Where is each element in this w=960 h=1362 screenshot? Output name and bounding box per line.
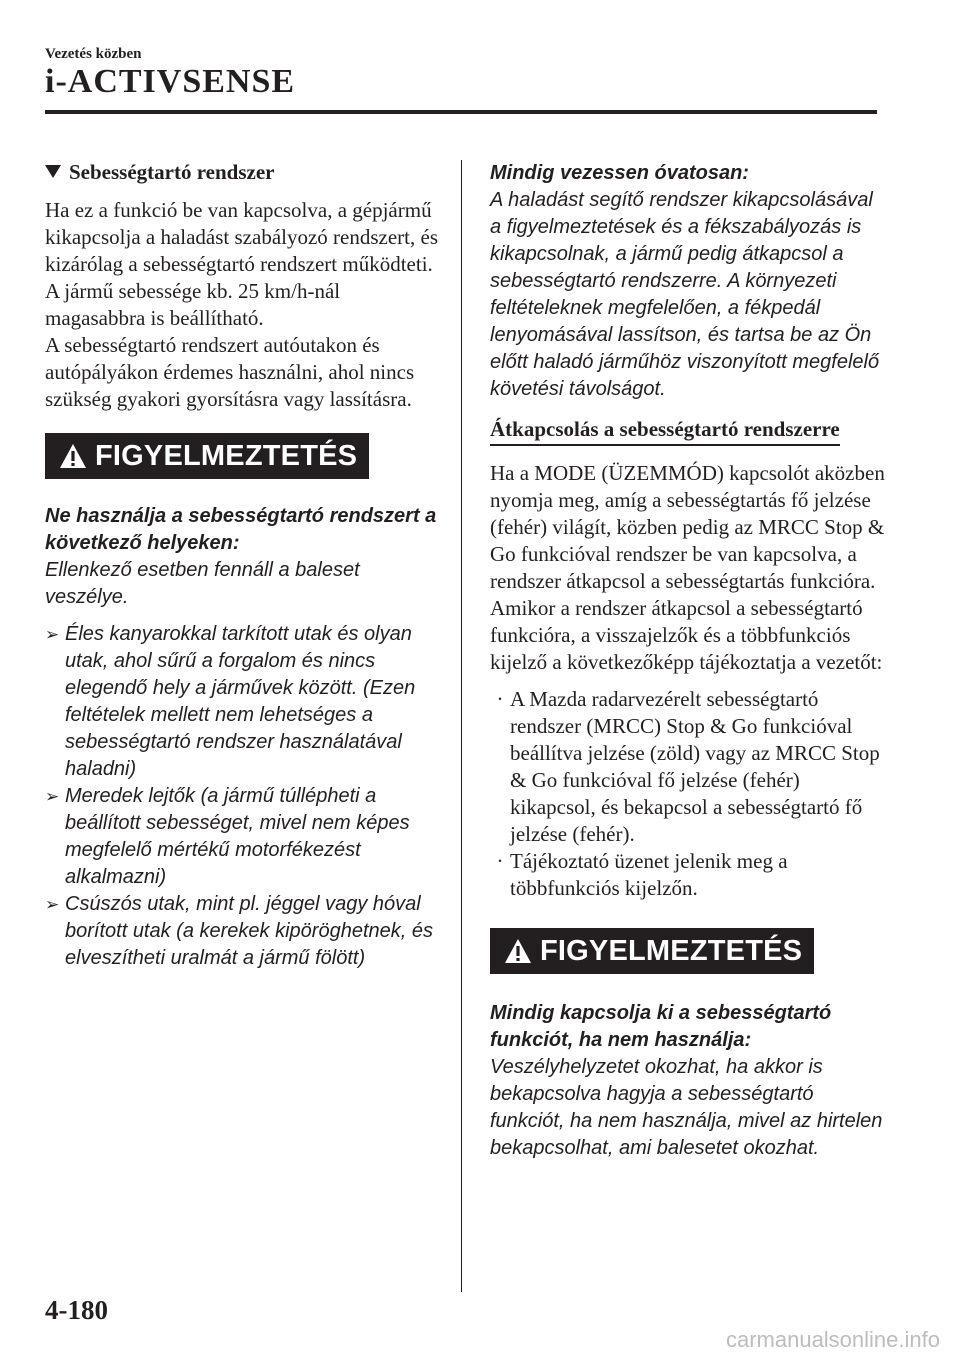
warning-box (45, 433, 369, 479)
arrow-bullet-icon: ➢ (45, 787, 60, 806)
dot-bullet-icon: · (496, 849, 504, 873)
section-heading (45, 160, 440, 185)
list-item-text: Tájékoztató üzenet jelenik meg a többfunkciós kijelzőn. (510, 849, 788, 900)
header-rule (45, 110, 877, 114)
warning-text: Ellenkező esetben fennáll a baleset veszélye. (45, 559, 360, 608)
paragraph: A sebességtartó rendszert autóutakon és autópályákon érdemes használni, ahol nincs szükség gyakori gyorsításra vagy lassításra. (45, 333, 415, 411)
warning-bold-text: Mindig kapcsolja ki a sebességtartó funkciót, ha nem használja: (490, 1002, 832, 1051)
list-item (45, 891, 440, 972)
paragraph: Ha a MODE (ÜZEMMÓD) kapcsolót aközben nyomja meg, amíg a sebességtartás fő jelzése (fehér) világít, közben pedig az MRCC Stop & Go funkcióval rendszer be van kapcsolva, a rendszer átkapcsol a sebességtartás funkcióra. (490, 461, 885, 593)
arrow-bullet-icon: ➢ (45, 625, 60, 644)
warning-box (490, 928, 814, 974)
paragraph: Ha ez a funkció be van kapcsolva, a gépjármű kikapcsolja a haladást szabályozó rendszert, és kizárólag a sebességtartó rendszert működteti. (45, 198, 439, 276)
right-column (490, 160, 885, 1162)
warning-label: FIGYELMEZTETÉS (540, 934, 803, 967)
list-item-text: A Mazda radarvezérelt sebességtartó rendszer (MRCC) Stop & Go funkcióval beállítva jelzése (zöld) vagy az MRCC Stop & Go funkcióval fő jelzése (fehér) kikapcsol, és bekapcsol a sebességtartó fő jelzése (fehér). (510, 687, 880, 846)
warning-triangle-icon (59, 443, 87, 469)
list-item-text: Meredek lejtők (a jármű túllépheti a beállított sebességet, mivel nem képes megfelelő mértékű motorfékezést alkalmazni) (65, 785, 410, 888)
warning-label: FIGYELMEZTETÉS (95, 439, 358, 472)
left-column (45, 160, 440, 972)
section-label: Vezetés közben (45, 46, 142, 62)
list-item-text: Éles kanyarokkal tarkított utak és olyan utak, ahol sűrű a forgalom és nincs elegendő hely a járművek között. (Ezen feltételek mellett nem lehetséges a sebességtartó rendszer használatával haladni) (65, 623, 416, 780)
column-divider (461, 160, 462, 1292)
section-heading-text: Sebességtartó rendszer (69, 160, 275, 184)
arrow-bullet-icon: ➢ (45, 895, 60, 914)
page-title: i-ACTIVSENSE (45, 63, 296, 100)
warning-text: Veszélyhelyzetet okozhat, ha akkor is bekapcsolva hagyja a sebességtartó funkciót, ha nem használja, mivel az hirtelen bekapcsolhat, ami balesetet okozhat. (490, 1056, 883, 1159)
list-item (45, 783, 440, 891)
caution-text: A haladást segítő rendszer kikapcsolásával a figyelmeztetések és a fékszabályozás is kikapcsolnak, a jármű pedig átkapcsol a sebességtartó rendszerre. A környezeti feltételeknek megfelelően, a fékpedál lenyomásával lassítson, és tartsa be az Ön előtt haladó járműhöz viszonyított megfelelő követési távolságot. (490, 189, 880, 400)
paragraph: A jármű sebessége kb. 25 km/h-nál magasabbra is beállítható. (45, 279, 341, 330)
subheading: Átkapcsolás a sebességtartó rendszerre (490, 417, 840, 446)
page-number: 4-180 (45, 1295, 108, 1325)
list-item (45, 621, 440, 783)
warning-triangle-icon (504, 938, 532, 964)
paragraph: Amikor a rendszer átkapcsol a sebességtartó funkcióra, a visszajelzők és a többfunkciós kijelző a következőképp tájékoztatja a vezetőt: (490, 596, 883, 674)
list-item (490, 686, 885, 848)
watermark: carmanualsonline.info (725, 1327, 940, 1352)
warning-bold-text: Ne használja a sebességtartó rendszert a következő helyeken: (45, 505, 437, 554)
caution-bold-text: Mindig vezessen óvatosan: (490, 162, 749, 184)
list-item-text: Csúszós utak, mint pl. jéggel vagy hóval borított utak (a kerekek kipöröghetnek, és elveszítheti uralmát a jármű fölött) (65, 893, 433, 969)
list-item (490, 848, 885, 902)
triangle-down-icon (45, 165, 61, 178)
dot-bullet-icon: · (496, 687, 504, 711)
